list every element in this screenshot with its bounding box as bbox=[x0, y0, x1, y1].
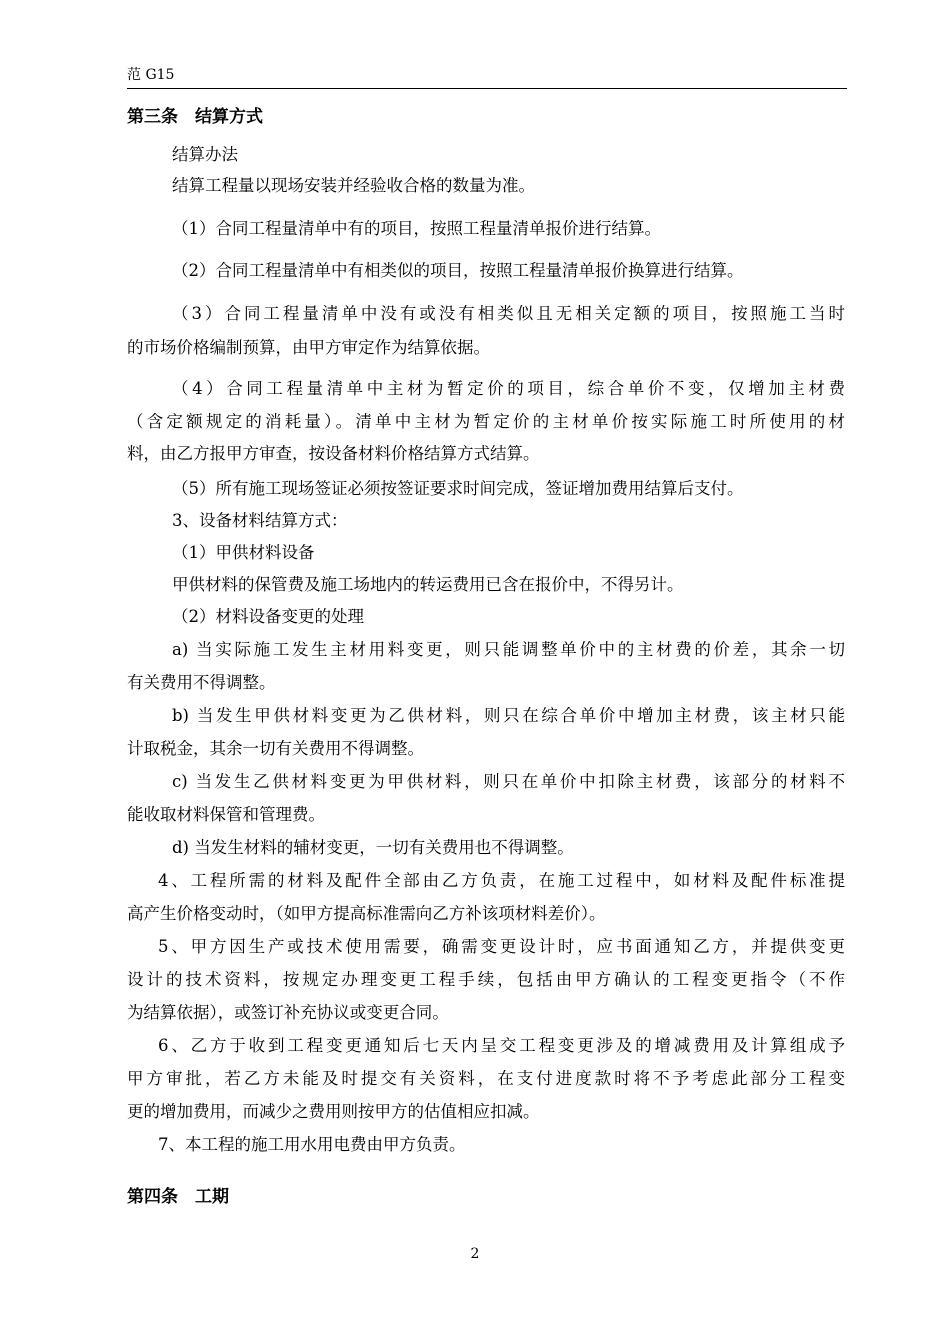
text-line: d) 当发生材料的辅材变更，一切有关费用也不得调整。 bbox=[172, 838, 574, 857]
text-line: 能收取材料保管和管理费。 bbox=[127, 805, 325, 824]
text-line: 5、甲方因生产或技术使用需要，确需变更设计时，应书面通知乙方，并提供变更 bbox=[158, 937, 845, 956]
text-line: （3）合同工程量清单中没有或没有相类似且无相关定额的项目，按照施工当时 bbox=[172, 304, 845, 323]
text-line: 甲供材料的保管费及施工场地内的转运费用已含在报价中，不得另计。 bbox=[172, 575, 684, 594]
text-line: 有关费用不得调整。 bbox=[127, 673, 276, 692]
text-line: 的市场价格编制预算，由甲方审定作为结算依据。 bbox=[127, 338, 490, 357]
text-line: 7、本工程的施工用水用电费由甲方负责。 bbox=[158, 1135, 466, 1154]
text-line: （2）合同工程量清单中有相类似的项目，按照工程量清单报价换算进行结算。 bbox=[172, 261, 744, 280]
text-line: 结算办法 bbox=[172, 145, 238, 164]
page-number: 2 bbox=[470, 1246, 480, 1262]
text-line: 6、乙方于收到工程变更通知后七天内呈交工程变更涉及的增减费用及计算组成予 bbox=[158, 1036, 845, 1055]
text-line: 4、工程所需的材料及配件全部由乙方负责，在施工过程中，如材料及配件标准提 bbox=[158, 871, 845, 890]
page-header bbox=[127, 64, 847, 89]
text-line: 高产生价格变动时，（如甲方提高标准需向乙方补该项材料差价）。 bbox=[127, 904, 606, 923]
text-line: a) 当实际施工发生主材用料变更，则只能调整单价中的主材费的价差，其余一切 bbox=[172, 640, 845, 659]
text-line: （2）材料设备变更的处理 bbox=[172, 607, 364, 626]
text-line: （4）合同工程量清单中主材为暂定价的项目，综合单价不变，仅增加主材费 bbox=[172, 379, 845, 398]
text-line: （含定额规定的消耗量）。清单中主材为暂定价的主材单价按实际施工时所使用的材 bbox=[127, 412, 845, 431]
text-line: 甲方审批，若乙方未能及时提交有关资料，在支付进度款时将不予考虑此部分工程变 bbox=[127, 1069, 845, 1088]
text-line: （5）所有施工现场签证必须按签证要求时间完成，签证增加费用结算后支付。 bbox=[172, 479, 744, 498]
text-line: b) 当发生甲供材料变更为乙供材料，则只在综合单价中增加主材费，该主材只能 bbox=[172, 706, 845, 725]
header-text: 范 G15 bbox=[127, 67, 175, 83]
text-line: c) 当发生乙供材料变更为甲供材料，则只在单价中扣除主材费，该部分的材料不 bbox=[172, 772, 845, 791]
section-4-heading: 第四条 工期 bbox=[127, 1187, 229, 1207]
text-line: （1）合同工程量清单中有的项目，按照工程量清单报价进行结算。 bbox=[172, 219, 661, 238]
text-line: 为结算依据），或签订补充协议或变更合同。 bbox=[127, 1003, 449, 1022]
text-line: 更的增加费用，而减少之费用则按甲方的估值相应扣减。 bbox=[127, 1102, 540, 1121]
text-line: （1）甲供材料设备 bbox=[172, 543, 315, 562]
text-line: 设计的技术资料，按规定办理变更工程手续，包括由甲方确认的工程变更指令（不作 bbox=[127, 970, 845, 989]
section-3-heading: 第三条 结算方式 bbox=[127, 107, 263, 127]
text-line: 料，由乙方报甲方审查，按设备材料价格结算方式结算。 bbox=[127, 444, 540, 463]
text-line: 3、设备材料结算方式： bbox=[172, 511, 348, 530]
text-line: 计取税金，其余一切有关费用不得调整。 bbox=[127, 739, 424, 758]
text-line: 结算工程量以现场安装并经验收合格的数量为准。 bbox=[172, 176, 535, 195]
